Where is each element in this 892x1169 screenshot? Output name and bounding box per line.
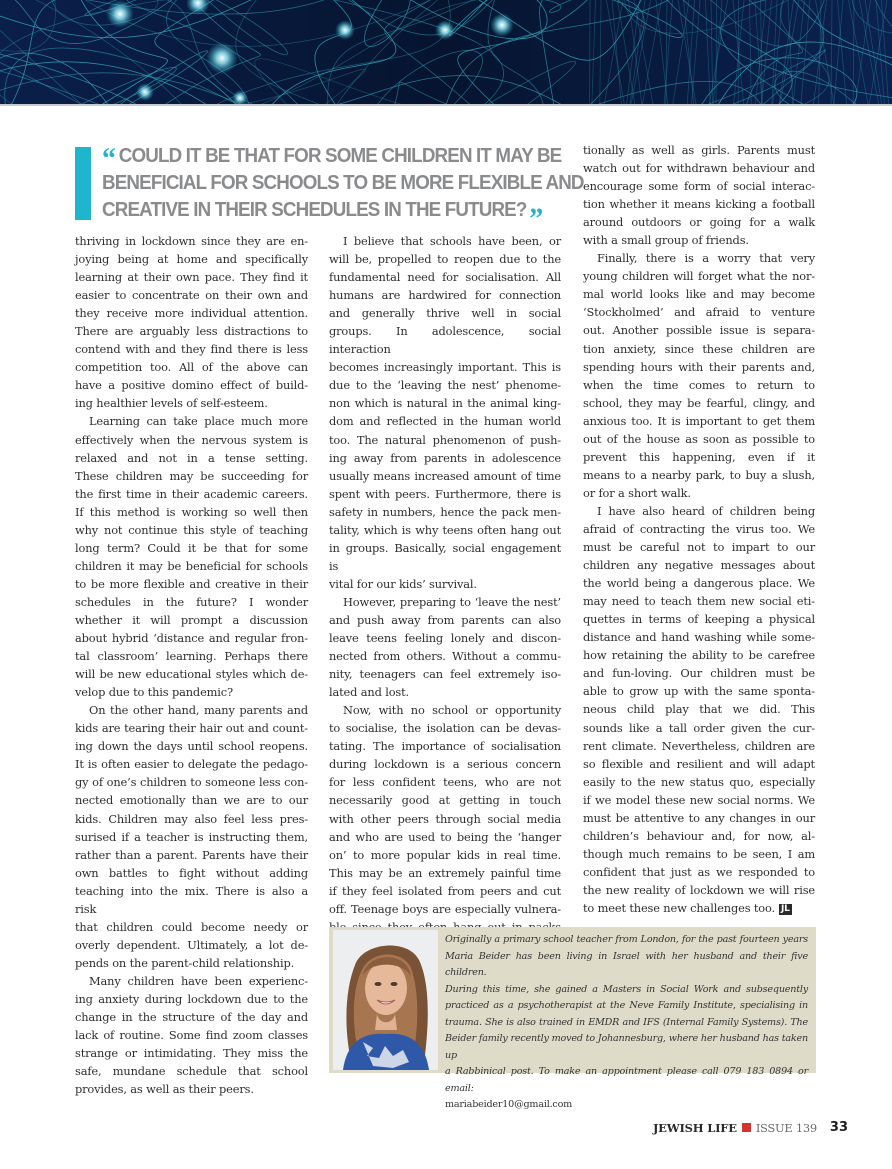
text-line: thriving in lockdown since they are en- [75,234,308,248]
text-line: ing down the days until school reopens. [75,739,308,754]
text-line: will be, propelled to reopen due to the [329,252,561,267]
text-line: too. The natural phenomenon of push- [329,432,561,447]
text-line: easily to the new status quo, especially [583,774,815,789]
text-line: However, preparing to ‘leave the nest’ [343,594,561,609]
text-line: effectively when the nervous system is [75,432,308,447]
text-line: contend with and they find there is less [75,342,308,357]
text-line: ‘Stockholmed’ and afraid to venture [583,305,815,320]
bio-line: Originally a primary school teacher from London, for the past fourteen years [445,934,808,945]
text-line: children’s behaviour and, for now, al- [583,828,815,843]
article-paragraph [75,412,308,701]
text-line: anxious too. It is important to get them [583,413,815,428]
text-line: gy of one’s children to someone less con- [75,775,308,790]
author-email: mariabeider10@gmail.com [445,1099,573,1110]
text-line: ing away from parents in adolescence [329,450,561,465]
text-line: means to a nearby park, to buy a slush, [583,467,815,482]
text-line: non which is natural in the animal king- [329,396,561,411]
text-line: safety in numbers, hence the pack men- [329,504,561,519]
header-banner-image [0,0,892,104]
jl-end-mark-icon: JL [780,903,790,914]
text-line: easier to concentrate on their own and [75,288,308,303]
author-photo [333,930,438,1070]
text-line: On the other hand, many parents and [89,703,308,718]
text-line: distance and hand washing while some- [583,630,815,645]
text-line: Many children have been experienc- [89,973,308,988]
text-line: to meet these new challenges too. JL [583,900,790,915]
text-line: tal classroom’ learning. Perhaps there [75,649,308,664]
text-line: on’ to more popular kids in real time. [329,847,561,862]
pull-quote-accent-bar [75,147,91,220]
text-line: out of the house as soon as possible to [583,431,815,446]
text-line: usually means increased amount of time [329,468,561,483]
text-line: and who are used to being the ‘hanger [329,829,561,844]
text-line: during lockdown is a serious concern [329,757,561,772]
text-line: that children could become needy or [75,919,308,934]
text-line: change in the structure of the day and [75,1010,308,1025]
text-line: or for a short walk. [583,485,691,500]
bio-line: During this time, she gained a Masters in Social Work and subsequently [445,983,808,995]
text-line: prevent this happening, even if it [583,449,815,464]
article-paragraph [75,701,308,972]
text-line: children any negative messages about [583,558,815,573]
text-line: joying being at home and specifically [75,252,308,267]
text-line: fundamental need for socialisation. All [329,270,561,285]
text-line: schedules in the future? I wonder [75,594,308,609]
text-line: tionally as well as girls. Parents must [583,143,815,157]
text-line: with other peers through social media [329,811,561,826]
bio-line: Maria Beider has been living in Israel with her husband and their five children. [445,950,808,978]
issue-number: ISSUE 139 [755,1120,817,1135]
bio-line: trauma. She is also trained in EMDR and IFS (Internal Family Systems). The [445,1016,808,1028]
text-line: leave teens feeling lonely and discon- [329,631,561,646]
text-line: school, they may be fearful, clingy, and [583,395,815,410]
text-line: may need to teach them new social eti- [583,594,815,609]
page-footer [653,1120,848,1135]
text-line: and fun-loving. Our children must be [583,666,815,681]
article-paragraph [329,701,561,954]
text-line: when the time comes to return to [583,377,815,392]
text-line: the world being a dangerous place. We [583,576,815,591]
text-line: to socialise, the isolation can be devas- [329,721,561,736]
banner-glow-node [106,0,134,28]
text-line: If this method is working so well then [75,504,308,519]
text-line: competition too. All of the above can [75,360,308,375]
text-line: necessarily good at getting in touch [329,793,561,808]
banner-glow-node [435,20,455,40]
text-line: why not continue this style of teaching [75,522,308,537]
text-line: if we model these new social norms. We [583,792,815,807]
text-line: young children will forget what the nor- [583,269,815,284]
text-line: nected emotionally than we are to our [75,793,308,808]
magazine-name: JEWISH LIFE [652,1120,737,1135]
banner-glow-node [490,13,514,37]
network-lines-illustration [0,0,892,104]
article-paragraph [583,249,815,502]
text-line: mal world looks like and may become [583,287,815,302]
banner-glow-node [335,20,355,40]
text-line: sounds like a tall order given the cur- [583,720,815,735]
text-line: for less confident teens, who are not [329,775,561,790]
close-quote-icon: ” [529,202,541,235]
text-line: It is often easier to delegate the pedago- [75,757,308,772]
text-line: pends on the parent-child relationship. [75,955,295,970]
text-line: able to grow up with the same sponta- [583,684,815,699]
pull-quote-line: CREATIVE IN THEIR SCHEDULES IN THE FUTURE?” [102,199,541,235]
article-paragraph [583,141,815,249]
pull-quote-text [102,142,584,235]
text-line: teaching into the mix. There is also a risk [75,883,308,916]
banner-divider [0,104,892,106]
text-line: humans are hardwired for connection [329,288,561,303]
text-line: afraid of contracting the virus too. We [583,521,815,536]
text-line: This may be an extremely painful time [329,865,561,880]
text-line: if they feel isolated from peers and cut [329,883,561,898]
text-line: Now, with no school or opportunity [343,703,561,718]
text-line: watch out for withdrawn behaviour and [583,161,815,176]
article-column-1 [75,232,308,1098]
text-line: groups. In adolescence, social interaction [329,324,561,357]
text-line: rent climate. Nevertheless, children are [583,738,815,753]
text-line: about hybrid ‘distance and regular fron- [75,631,308,646]
article-paragraph [75,232,308,412]
text-line: tion anxiety, since these children are [583,341,815,356]
pull-quote-line: BENEFICIAL FOR SCHOOLS TO BE MORE FLEXIBLE AND [102,172,584,194]
text-line: I believe that schools have been, or [343,234,561,248]
text-line: how retaining the ability to be carefree [583,648,815,663]
text-line: overly dependent. Ultimately, a lot de- [75,937,308,952]
text-line: to be more flexible and creative in their [75,576,308,591]
text-line: ing healthier levels of self-esteem. [75,396,268,411]
text-line: though much remains to be seen, I am [583,846,815,861]
author-bio-box [329,927,816,1110]
article-paragraph [329,593,561,701]
pull-quote-line: “ COULD IT BE THAT FOR SOME CHILDREN IT MAY BE [102,142,562,175]
text-line: whether it will prompt a discussion [75,612,308,627]
text-line: spending hours with their parents and, [583,359,815,374]
text-line: surised if a teacher is instructing them, [75,829,308,844]
text-line: children it may be beneficial for schools [75,558,308,573]
text-line: safe, mundane schedule that school [75,1064,308,1079]
text-line: off. Teenage boys are especially vulnera- [329,901,561,916]
text-line: with a small group of friends. [583,233,749,248]
text-line: Finally, there is a worry that very [597,251,815,266]
text-line: they receive more individual attention. [75,306,308,321]
text-line: lack of routine. Some find zoom classes [75,1028,308,1043]
text-line: kids are tearing their hair out and count- [75,721,308,736]
banner-glow-node [136,83,154,101]
text-line: rather than a parent. Parents have their [75,847,308,862]
text-line: ing anxiety during lockdown due to the [75,991,308,1006]
text-line: nity, teenagers can feel extremely iso- [329,667,561,682]
text-line: and push away from parents can also [329,612,561,627]
pull-quote [75,142,584,235]
text-line: These children may be succeeding for [75,468,308,483]
text-line: out. Another possible issue is separa- [583,323,815,338]
text-line: confident that just as we responded to [583,864,815,879]
text-line: and generally thrive well in social [329,306,561,321]
article-column-2 [329,232,561,954]
text-line: must be attentive to any changes in our [583,810,815,825]
bio-line: a Rabbinical post. To make an appointment please call 079 183 0894 or email: [445,1066,808,1094]
text-line: tating. The importance of socialisation [329,739,561,754]
text-line: the first time in their academic careers. [75,486,308,501]
author-bio-text [445,932,808,1114]
text-line: around outdoors or going for a walk [583,215,815,230]
text-line: quettes in terms of keeping a physical [583,612,815,627]
banner-glow-node [206,42,238,74]
text-line: spent with peers. Furthermore, there is [329,486,561,501]
red-square-icon [742,1123,751,1132]
bio-line: practiced as a psychotherapist at the Neve Family Institute, specialising in [445,1000,808,1011]
text-line: will be new educational styles which de- [75,667,308,682]
text-line: so flexible and resilient and will adapt [583,756,815,771]
text-line: I have also heard of children being [597,503,815,518]
text-line: long term? Could it be that for some [75,540,308,555]
text-line: the new reality of lockdown we will rise [583,882,815,897]
text-line: due to the ‘leaving the nest’ phenome- [329,378,561,393]
bio-line: Beider family recently moved to Johannesburg, where her husband has taken up [445,1033,808,1061]
text-line: nected from others. Without a commu- [329,649,561,664]
text-line: tality, which is why teens often hang out [329,522,561,537]
text-line: relaxed and not in a tense setting. [75,450,308,465]
text-line: There are arguably less distractions to [75,324,308,339]
article-paragraph [329,232,561,593]
text-line: have a positive domino effect of build- [75,378,308,393]
text-line: dom and reflected in the human world [329,414,561,429]
text-line: provides, as well as their peers. [75,1082,254,1097]
text-line: lated and lost. [329,685,409,700]
text-line: tion whether it means kicking a football [583,197,815,212]
text-line: must be careful not to impart to our [583,540,815,555]
text-line: neous child play that we did. This [583,702,815,717]
text-line: encourage some form of social interac- [583,179,815,194]
text-line: Learning can take place much more [89,414,308,429]
article-paragraph [583,502,815,917]
article-column-3 [583,141,815,917]
text-line: in groups. Basically, social engagement is [329,540,561,573]
text-line: kids. Children may also feel less pres- [75,811,308,826]
text-line: vital for our kids’ survival. [329,576,477,591]
text-line: velop due to this pandemic? [75,685,233,700]
open-quote-icon: “ [102,142,114,175]
article-paragraph [75,972,308,1098]
text-line: strange or intimidating. They miss the [75,1046,308,1061]
text-line: own battles to fight without adding [75,865,308,880]
text-line: learning at their own pace. They find it [75,270,308,285]
page-number: 33 [829,1120,848,1135]
text-line: becomes increasingly important. This is [329,360,561,375]
